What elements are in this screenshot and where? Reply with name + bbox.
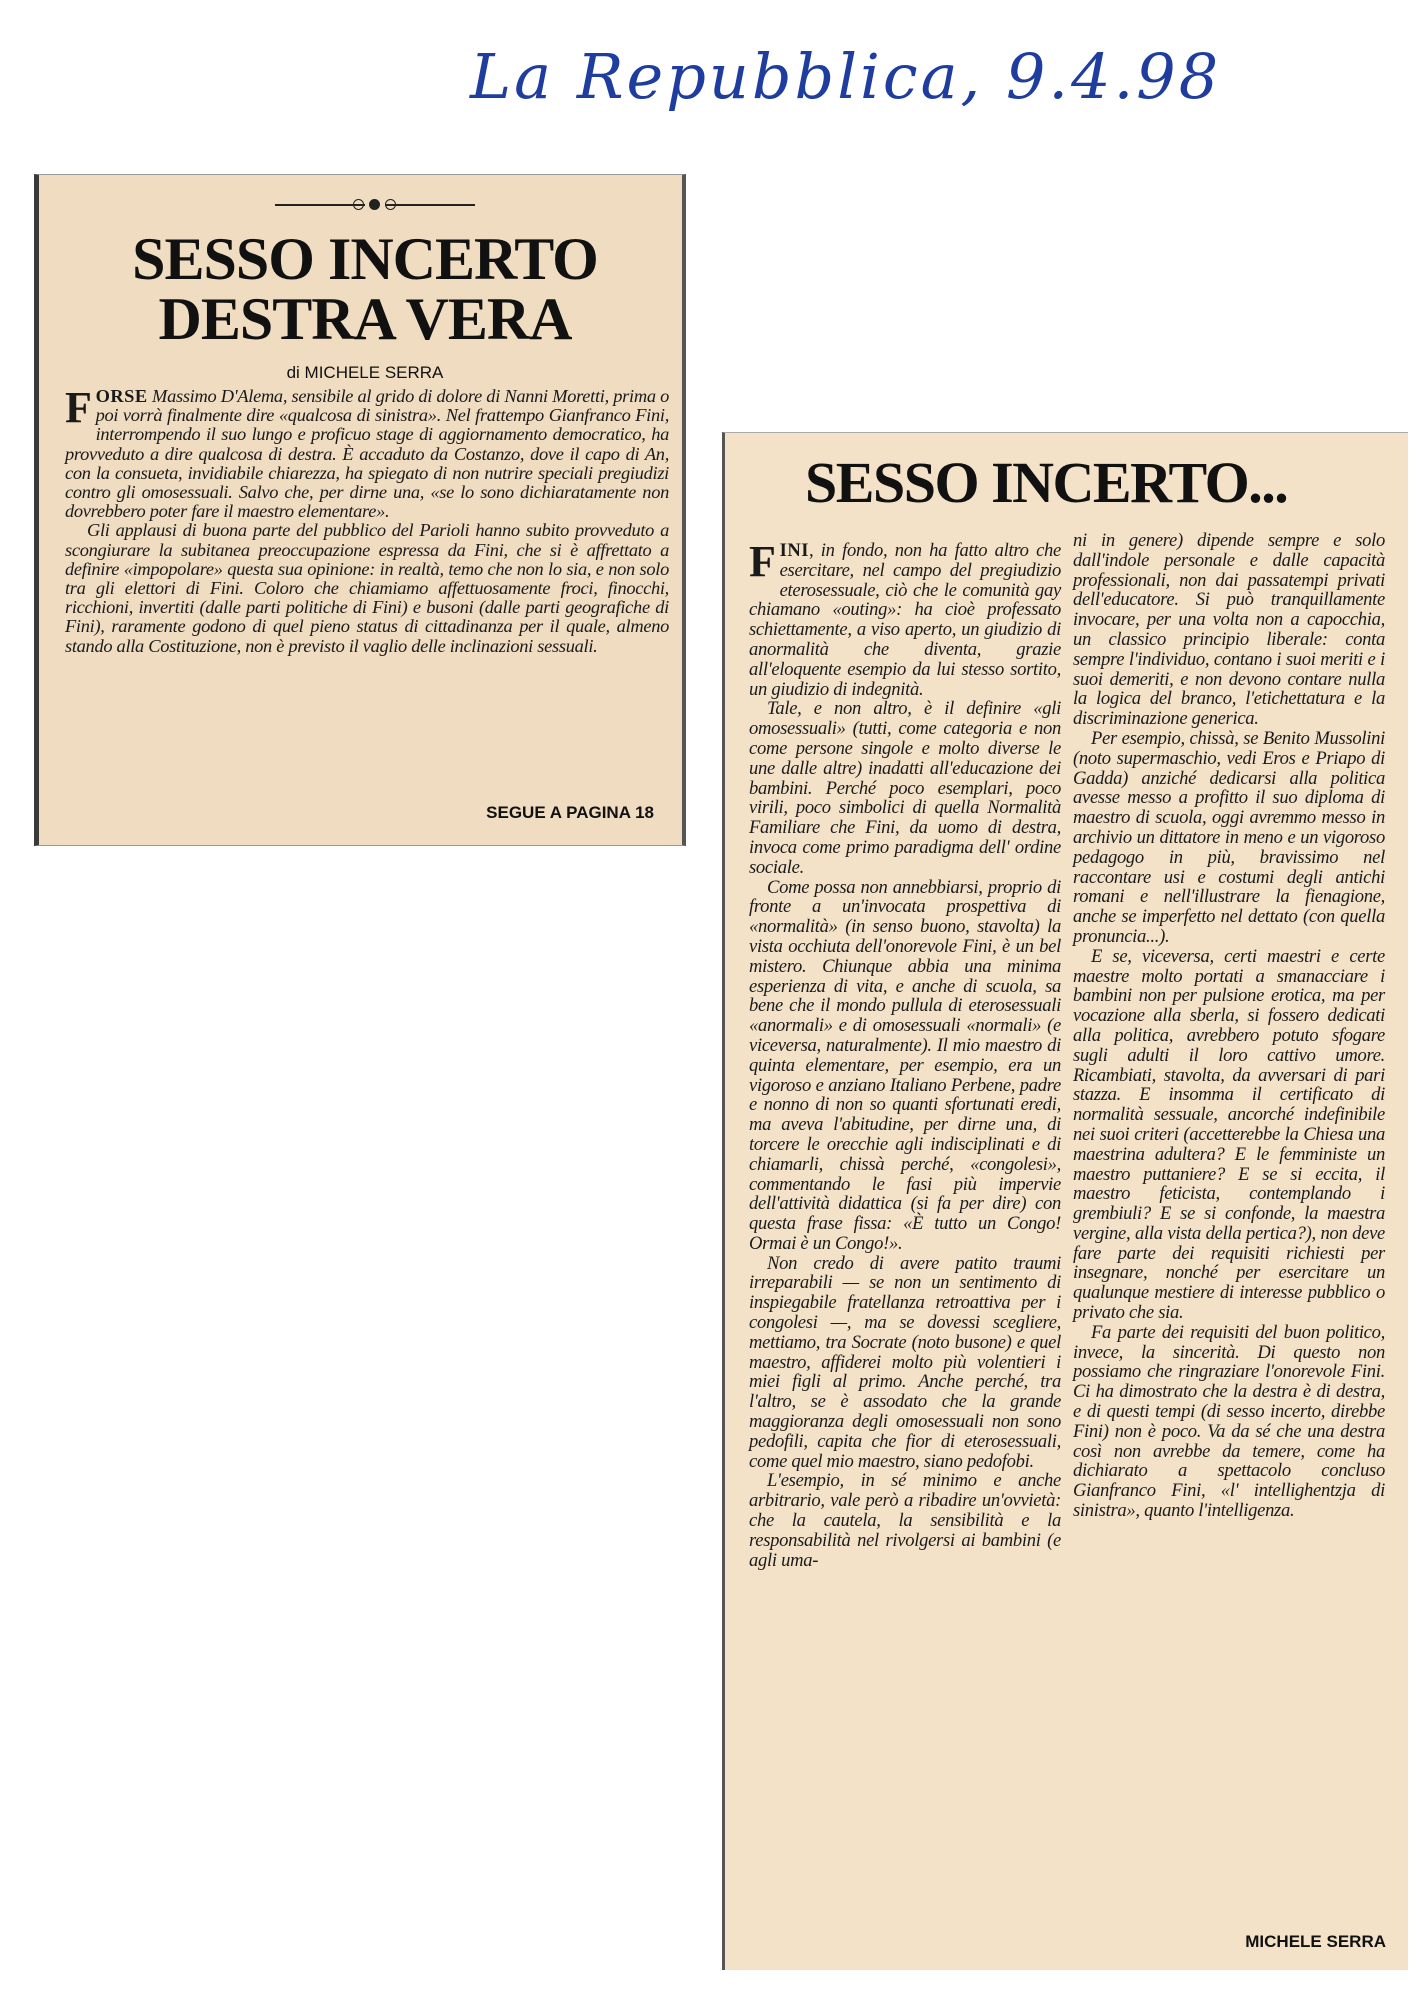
column-1-paragraph	[749, 537, 1061, 700]
drop-cap: F	[65, 383, 92, 432]
drop-cap: F	[749, 537, 776, 586]
front-page-clipping	[34, 174, 686, 846]
front-article-body	[65, 383, 669, 656]
handwritten-source-note: La Repubblica, 9.4.98	[470, 40, 1222, 113]
headline-line-1: SESSO INCERTO	[132, 226, 598, 292]
column-2-paragraph: ni in genere) dipende sempre e solo dall'indole personale e dalle capacità professionali, non dai passatempi privati dell'educatore. Si può tranquillamente invocare, per una volta non a capocchia, un classico principio liberale: conta sempre l'individuo, contano i suoi meriti e i suoi demeriti, e non devono contare nulla la logica del branco, l'etichettatura e la discriminazione generica.	[1073, 530, 1385, 730]
column-2-paragraph: E se, viceversa, certi maestri e certe maestre molto portati a smanacciare i bambini non per pulsione erotica, ma per vocazione alla sberla, si fossero dedicati alla politica, avrebbero potuto sfogare sugli adulti il loro cattivo umore. Ricambiati, stavolta, da avversari di pari stazza. E insomma il certificato di normalità sessuale, ancorché indefinibile nei suoi criteri (accetterebbe la Chiesa una maestrina adultera? E le femministe un maestro puttaniere? E se si eccita, il maestro feticista, contemplando i grembiuli? E se si confonde, la maestra vergine, alla vista della pertica?), non deve fare parte dei requisiti richiesti per insegnare, nonché per esercitare un qualunque mestiere di interesse pubblico o privato che sia.	[1073, 945, 1385, 1324]
column-1-paragraph-1-text: , in fondo, non ha fatto altro che esercitare, nel campo del pregiudizio eterosessuale, ciò che le comunità gay chiamano «outing»: ha cioè professato schiettamente, a viso aperto, un giudizio di anormalità che diventa, grazie all'eloquente esempio da lui stesso sortito, un giudizio di indegnità.	[749, 540, 1061, 700]
column-1-paragraph: Come possa non annebbiarsi, proprio di fronte a un'invocata prospettiva di «normalità» (in senso buono, stavolta) la vista occhiuta dell'onorevole Fini, è un bel mistero. Chiunque abbia una minima esperienza di vita, e anche di scuola, sa bene che il mondo pullula di eterosessuali «anormali» e di omosessuali «normali» (e viceversa, naturalmente). Il mio maestro di quinta elementare, per esempio, era un vigoroso e anziano Italiano Perbene, padre e nonno di non so quanti sfortunati eredi, ma aveva l'abitudine, per dirne una, di torcere le orecchie agli indisciplinati e di chiamarli, chissà perché, «congolesi», commentando le fasi più impervie dell'attività didattica (si fa per dire) con questa frase fissa: «È tutto un Congo! Ormai è un Congo!».	[749, 876, 1061, 1254]
column-2	[1073, 531, 1385, 1521]
column-1-paragraph: Non credo di avere patito traumi irreparabili — se non un sentimento di inspiegabile fratellanza retroattiva per i congolesi —, ma se dovessi scegliere, mettiamo, tra Socrate (noto busone) e quel maestro, affiderei molto più volentieri i miei figli al primo. Anche perché, tra l'altro, se è assodato che la grande maggioranza degli omosessuali non sono pedofili, capita che fior di eterosessuali, come quel mio maestro, siano pedofobi.	[749, 1252, 1061, 1472]
byline: di MICHELE SERRA	[286, 363, 444, 382]
column-2-paragraph: Fa parte dei requisiti del buon politico, invece, la sincerità. Di questo non possiamo che ringraziare l'onorevole Fini. Ci ha dimostrato che la destra è di destra, e di questi tempi (di sesso incerto, direbbe Fini) non è poco. Va da sé che una destra così non avrebbe da temere, come ha dichiarato a spettacolo concluso Gianfranco Fini, «l' intellighentzja di sinistra», quanto l'intelligenza.	[1073, 1321, 1385, 1522]
column-1	[749, 537, 1061, 1571]
front-paragraph-2: Gli applausi di buona parte del pubblico del Parioli hanno subito provveduto a scongiurare la subitanea preoccupazione espressa da Fini, che si è affrettato a definire «impopolare» questa sua opinione: in realtà, temo che non lo sia, e non solo tra gli elettori di Fini. Coloro che chiamiamo affettuosamente froci, finocchi, ricchioni, invertiti (dalle parti politiche di Fini) e busoni (dalle parti geografiche di Fini), raramente godono di quel pieno status di cittadinanza per il quale, almeno stando alla Costituzione, non è previsto il vaglio delle inclinazioni sessuali.	[65, 520, 669, 656]
front-paragraph-1	[65, 383, 669, 522]
continuation-note: SEGUE A PAGINA 18	[486, 803, 654, 822]
column-2-paragraph: Per esempio, chissà, se Benito Mussolini (noto supermaschio, vedi Eros e Priapo di Gadda) anziché dedicarsi alla politica avesse messo a profitto il suo diploma di maestro di scuola, oggi avremmo messo in archivio un dittatore in meno e un vigoroso pedagogo in più, bravissimo nel raccontare usi e costumi degli antichi romani e nell'illustrare la fienagione, anche se imperfetto nel dettato (con quella pronuncia...).	[1073, 727, 1385, 947]
title-ornament	[275, 197, 475, 213]
front-paragraph-1-text: Massimo D'Alema, sensibile al grido di dolore di Nanni Moretti, prima o poi vorrà finalmente dire «qualcosa di sinistra». Nel frattempo Gianfranco Fini, interrompendo il suo lungo e proficuo stage di aggiornamento democratico, ha provveduto a dire qualcosa di destra. È accaduto da Costanzo, dove il capo di An, con la consueta, invidiabile chiarezza, ha spiegato di non nutrire speciali pregiudizi contro gli omosessuali. Salvo che, per dirne una, «se lo sono dichiaratamente non dovrebbero poter fare il maestro elementare».	[65, 386, 669, 522]
lead-caps: ORSE	[95, 386, 148, 406]
lead-caps: INI	[779, 540, 809, 561]
headline-line-2: DESTRA VERA	[158, 286, 572, 352]
column-1-paragraph: L'esempio, in sé minimo e anche arbitrario, vale però a ribadire un'ovvietà: che la cautela, la sensibilità e la responsabilità nel rivolgersi ai bambini (e agli uma-	[749, 1470, 1061, 1571]
inside-headline: SESSO INCERTO...	[805, 450, 1288, 515]
inside-page-clipping	[722, 432, 1408, 1970]
column-1-paragraph: Tale, e non altro, è il definire «gli omosessuali» (tutti, come categoria e non come persone singole e molto diverse le une dalle altre) inadatti all'educazione dei bambini. Perché poco esemplari, poco virili, poco simbolici di quella Normalità Familiare che Fini, da uomo di destra, invoca come primo paradigma dell' ordine sociale.	[749, 698, 1061, 878]
author-signature: MICHELE SERRA	[1245, 1932, 1386, 1951]
